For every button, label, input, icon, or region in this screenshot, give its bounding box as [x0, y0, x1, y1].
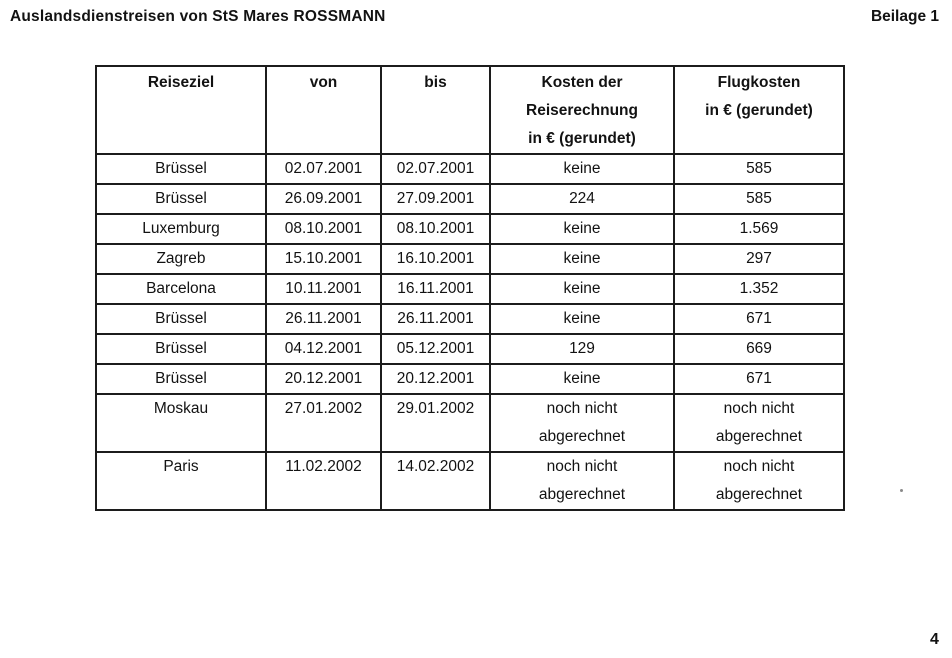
- table-cell-line: 27.01.2002: [284, 400, 363, 417]
- table-cell-line: abgerechnet: [715, 486, 803, 503]
- table-cell-line: keine: [563, 280, 601, 297]
- table-cell-line: abgerechnet: [715, 428, 803, 445]
- table-cell: [381, 452, 490, 510]
- table-cell-line: 02.07.2001: [284, 160, 363, 177]
- table-cell: [96, 452, 266, 510]
- table-cell-line: keine: [563, 220, 601, 237]
- column-header: [96, 66, 266, 154]
- table-cell: [674, 452, 844, 510]
- column-header-line: bis: [424, 74, 447, 91]
- scan-artifact-dot: [900, 489, 903, 492]
- table-cell-line: 26.11.2001: [285, 310, 362, 327]
- table-cell: [266, 244, 381, 274]
- table-cell: [266, 334, 381, 364]
- table-row: [96, 304, 844, 334]
- column-header-line: Flugkosten: [717, 74, 801, 91]
- table-row: [96, 244, 844, 274]
- column-header-line: Reiseziel: [147, 74, 215, 91]
- table-cell-line: 671: [746, 310, 772, 327]
- table-cell-line: noch nicht: [546, 458, 618, 475]
- table-cell: [490, 244, 674, 274]
- table-cell: [96, 274, 266, 304]
- table-cell-line: 11.02.2002: [285, 458, 362, 475]
- table-row: [96, 394, 844, 452]
- table-cell: [674, 184, 844, 214]
- table-cell-line: Moskau: [153, 400, 209, 417]
- table-cell-line: 16.10.2001: [396, 250, 475, 267]
- table-cell-line: keine: [563, 370, 601, 387]
- table-cell: [381, 274, 490, 304]
- table-cell: [674, 244, 844, 274]
- table-row: [96, 154, 844, 184]
- table-cell-line: 04.12.2001: [284, 340, 363, 357]
- column-header-line: in € (gerundet): [705, 102, 813, 119]
- table-cell-line: 585: [746, 160, 772, 177]
- table-cell-line: keine: [563, 310, 601, 327]
- table-row: [96, 364, 844, 394]
- table-cell-line: 15.10.2001: [284, 250, 363, 267]
- table-cell-line: 16.11.2001: [397, 280, 474, 297]
- table-cell-line: 14.02.2002: [396, 458, 475, 475]
- table-cell-line: 129: [569, 340, 595, 357]
- trips-table: [95, 65, 845, 511]
- table-cell: [381, 304, 490, 334]
- table-header-row: [96, 66, 844, 154]
- table-cell-line: abgerechnet: [538, 428, 626, 445]
- table-cell: [674, 214, 844, 244]
- table-cell: [96, 244, 266, 274]
- table-cell: [381, 334, 490, 364]
- table-cell: [96, 364, 266, 394]
- table-cell-line: 05.12.2001: [396, 340, 475, 357]
- table-cell-line: Luxemburg: [142, 220, 220, 237]
- table-cell: [266, 274, 381, 304]
- table-cell-line: 20.12.2001: [396, 370, 475, 387]
- document-title: Auslandsdienstreisen von StS Mares ROSSMANN: [10, 8, 386, 25]
- table-cell: [96, 154, 266, 184]
- column-header: [266, 66, 381, 154]
- table-cell: [490, 394, 674, 452]
- table-cell-line: noch nicht: [546, 400, 618, 417]
- table-cell-line: 08.10.2001: [284, 220, 363, 237]
- table-cell: [490, 274, 674, 304]
- table-cell: [490, 364, 674, 394]
- table-cell-line: 669: [746, 340, 772, 357]
- table-cell: [490, 452, 674, 510]
- table-cell: [674, 304, 844, 334]
- page-number: 4: [930, 631, 939, 648]
- table-row: [96, 184, 844, 214]
- table-cell: [381, 394, 490, 452]
- table-cell: [96, 394, 266, 452]
- column-header-line: Reiserechnung: [526, 102, 638, 119]
- table-cell: [674, 394, 844, 452]
- table-cell-line: Brüssel: [155, 160, 207, 177]
- table-cell-line: 20.12.2001: [284, 370, 363, 387]
- table-cell: [266, 184, 381, 214]
- table-cell-line: 585: [746, 190, 772, 207]
- table-cell-line: Brüssel: [155, 310, 207, 327]
- table-cell-line: 27.09.2001: [396, 190, 475, 207]
- column-header: [381, 66, 490, 154]
- table-cell: [96, 214, 266, 244]
- table-cell-line: 02.07.2001: [396, 160, 475, 177]
- table-cell: [674, 364, 844, 394]
- table-cell: [381, 214, 490, 244]
- table-row: [96, 214, 844, 244]
- table-cell-line: 671: [746, 370, 772, 387]
- table-cell: [266, 154, 381, 184]
- table-cell: [96, 184, 266, 214]
- table-cell: [490, 184, 674, 214]
- table-cell: [381, 154, 490, 184]
- table-cell: [381, 184, 490, 214]
- table-cell: [490, 304, 674, 334]
- table-cell-line: Brüssel: [155, 190, 207, 207]
- table-cell-line: 29.01.2002: [396, 400, 475, 417]
- table-cell: [381, 244, 490, 274]
- table-row: [96, 274, 844, 304]
- column-header: [490, 66, 674, 154]
- table-cell-line: Brüssel: [155, 370, 207, 387]
- table-cell-line: Barcelona: [146, 280, 216, 297]
- table-cell: [266, 452, 381, 510]
- table-cell: [674, 154, 844, 184]
- table-cell: [266, 304, 381, 334]
- table-cell-line: 297: [746, 250, 772, 267]
- column-header-line: in € (gerundet): [528, 130, 636, 147]
- attachment-label: Beilage 1: [870, 8, 939, 25]
- table-cell-line: keine: [563, 160, 601, 177]
- table-cell-line: 10.11.2001: [285, 280, 362, 297]
- table-cell-line: keine: [563, 250, 601, 267]
- table-cell: [674, 274, 844, 304]
- column-header-line: von: [309, 74, 338, 91]
- table-cell-line: noch nicht: [723, 458, 795, 475]
- table-row: [96, 334, 844, 364]
- table-cell-line: Zagreb: [156, 250, 206, 267]
- table-cell: [381, 364, 490, 394]
- table-cell-line: 26.09.2001: [284, 190, 363, 207]
- table-cell: [266, 214, 381, 244]
- column-header-line: Kosten der: [541, 74, 623, 91]
- table-cell: [96, 304, 266, 334]
- table-cell: [490, 214, 674, 244]
- table-cell-line: 26.11.2001: [397, 310, 474, 327]
- table-cell-line: 1.569: [739, 220, 779, 237]
- table-cell: [490, 154, 674, 184]
- table-row: [96, 452, 844, 510]
- table-cell-line: abgerechnet: [538, 486, 626, 503]
- table-cell: [96, 334, 266, 364]
- table-cell-line: noch nicht: [723, 400, 795, 417]
- table-cell: [490, 334, 674, 364]
- table-cell-line: 08.10.2001: [396, 220, 475, 237]
- column-header: [674, 66, 844, 154]
- table-cell: [266, 364, 381, 394]
- table-cell-line: 224: [569, 190, 595, 207]
- table-cell: [674, 334, 844, 364]
- table-cell-line: Paris: [163, 458, 199, 475]
- table-cell: [266, 394, 381, 452]
- table-cell-line: 1.352: [739, 280, 779, 297]
- table-cell-line: Brüssel: [155, 340, 207, 357]
